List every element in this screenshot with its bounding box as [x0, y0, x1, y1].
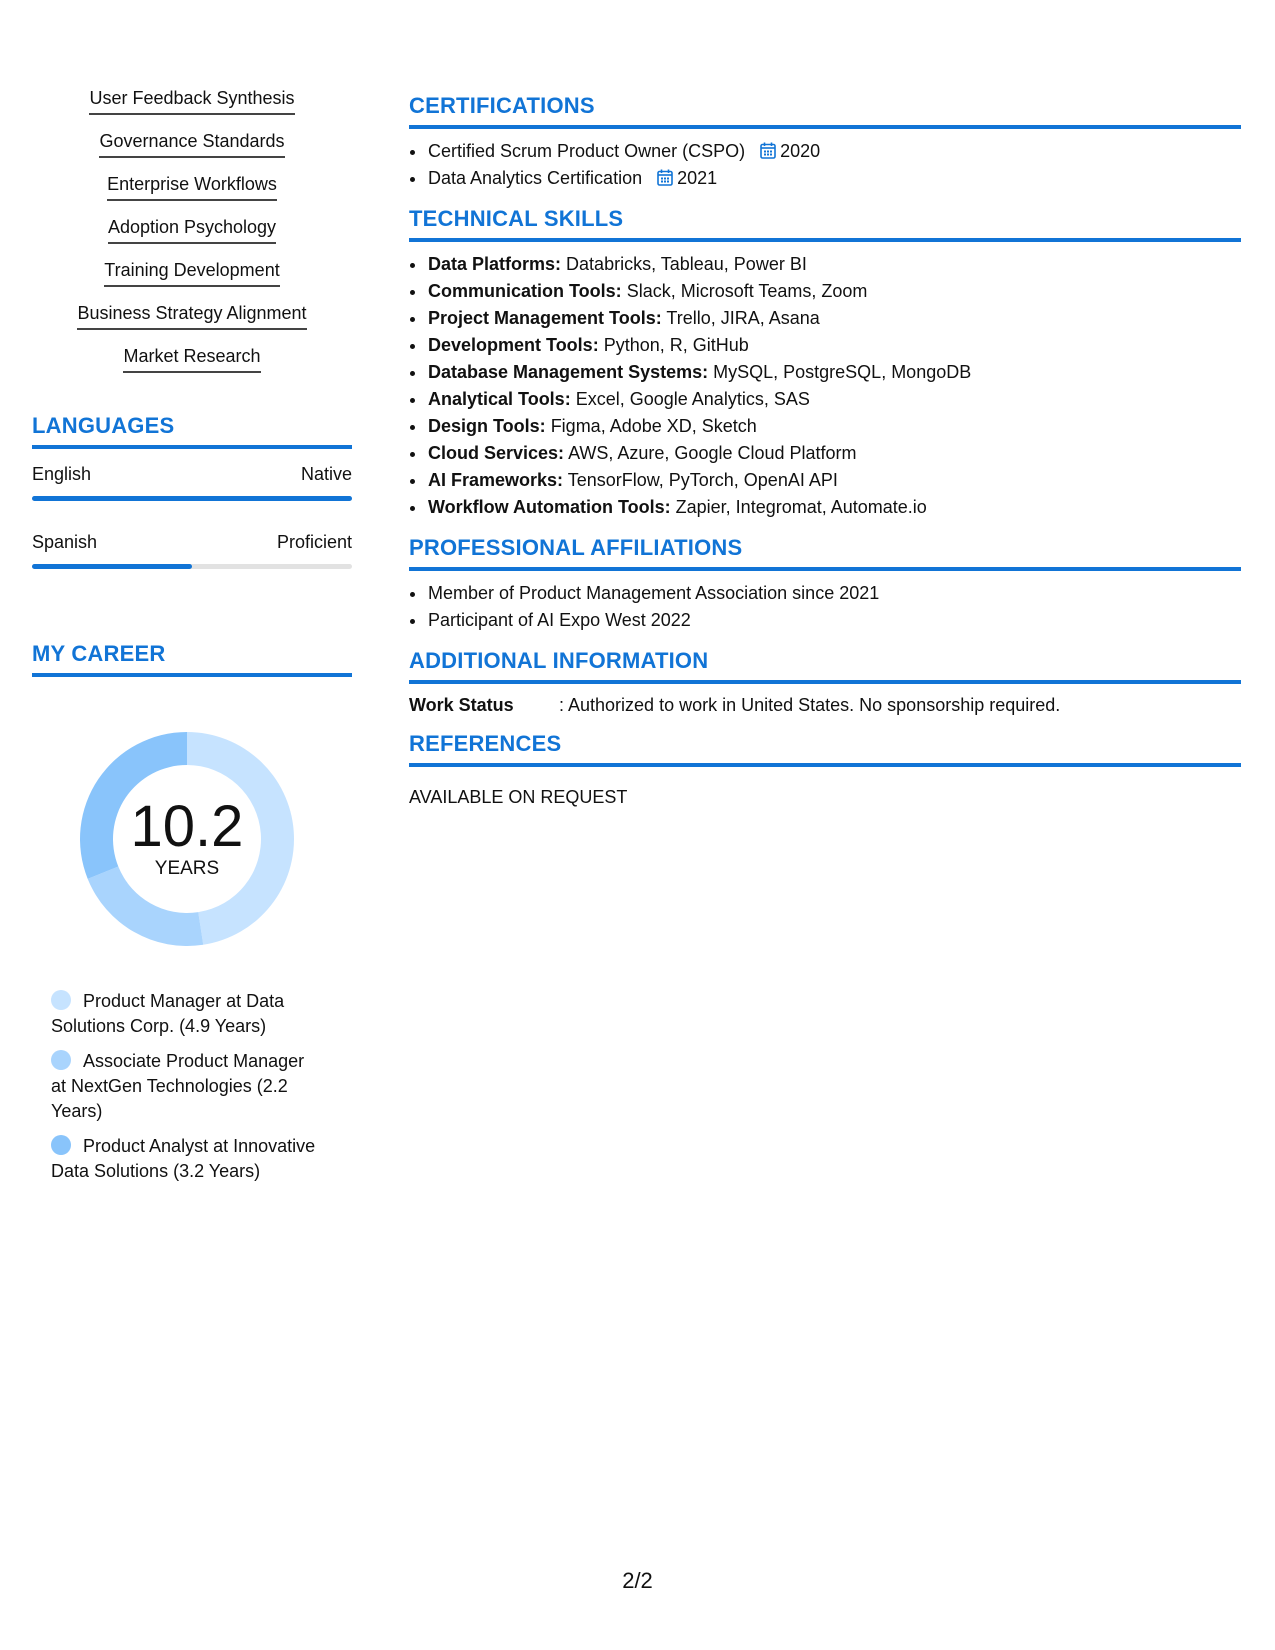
career-donut-chart [67, 719, 307, 959]
skill-item: Market Research [32, 344, 352, 373]
language-level: Proficient [276, 532, 352, 552]
language-proficiency-bar [32, 496, 352, 501]
technical-skill-item: • AI Frameworks: TensorFlow, PyTorch, OpenAI API [427, 467, 1241, 494]
skill-item: Enterprise Workflows [32, 172, 352, 201]
calendar-icon [760, 142, 776, 159]
additional-info-section [409, 648, 1241, 717]
references-title: REFERENCES [409, 731, 1241, 767]
references-text: AVAILABLE ON REQUEST [409, 787, 628, 807]
technical-skill-item: • Database Management Systems: MySQL, PostgreSQL, MongoDB [427, 359, 1241, 386]
certification-year: 2021 [677, 168, 718, 188]
technical-skills-title: TECHNICAL SKILLS [409, 206, 1241, 242]
technical-skill-item: • Design Tools: Figma, Adobe XD, Sketch [427, 413, 1241, 440]
language-proficiency-fill [32, 564, 192, 569]
legend-dot-icon [51, 990, 71, 1010]
affiliations-title: PROFESSIONAL AFFILIATIONS [409, 535, 1241, 571]
language-item [32, 463, 352, 501]
languages-section [32, 413, 352, 569]
career-title: MY CAREER [32, 641, 352, 677]
work-status-value: : Authorized to work in United States. No sponsorship required. [559, 695, 1061, 715]
work-status-label: Work Status [409, 695, 514, 715]
language-name: Spanish [32, 532, 98, 552]
calendar-icon [657, 169, 673, 186]
work-status-row [409, 693, 1241, 717]
skills-list [32, 86, 352, 373]
references-section [409, 731, 1241, 809]
affiliation-item: • Participant of AI Expo West 2022 [427, 607, 1241, 634]
career-legend-item: Product Manager at Data Solutions Corp. (4.9 Years) [51, 991, 285, 1036]
language-level: Native [300, 464, 352, 484]
skill-item: Business Strategy Alignment [32, 301, 352, 330]
language-proficiency-fill [32, 496, 352, 501]
career-legend-item: Associate Product Manager at NextGen Technologies (2.2 Years) [51, 1051, 305, 1121]
language-proficiency-bar [32, 564, 352, 569]
additional-info-title: ADDITIONAL INFORMATION [409, 648, 1241, 684]
language-item [32, 531, 352, 569]
technical-skill-item: • Data Platforms: Databricks, Tableau, Power BI [427, 251, 1241, 278]
page-number: 2/2 [622, 1568, 653, 1593]
certifications-section [409, 93, 1241, 192]
languages-title: LANGUAGES [32, 413, 352, 449]
skill-item: Governance Standards [32, 129, 352, 158]
technical-skill-item: • Workflow Automation Tools: Zapier, Integromat, Automate.io [427, 494, 1241, 521]
technical-skill-item: • Communication Tools: Slack, Microsoft Teams, Zoom [427, 278, 1241, 305]
certification-item: • Data Analytics Certification 2021 [427, 165, 1241, 192]
technical-skill-item: • Analytical Tools: Excel, Google Analytics, SAS [427, 386, 1241, 413]
affiliation-item: • Member of Product Management Association since 2021 [427, 580, 1241, 607]
career-total-years: 10.2 [130, 794, 244, 859]
main-column [409, 93, 1241, 823]
technical-skill-item: • Development Tools: Python, R, GitHub [427, 332, 1241, 359]
legend-dot-icon [51, 1135, 71, 1155]
certifications-title: CERTIFICATIONS [409, 93, 1241, 129]
certification-year: 2020 [780, 141, 821, 161]
technical-skills-section [409, 206, 1241, 521]
technical-skill-item: • Cloud Services: AWS, Azure, Google Cloud Platform [427, 440, 1241, 467]
affiliations-section [409, 535, 1241, 634]
certification-item: • Certified Scrum Product Owner (CSPO) 2020 [427, 138, 1241, 165]
skill-item: User Feedback Synthesis [32, 86, 352, 115]
sidebar [32, 86, 352, 1194]
career-legend [51, 989, 321, 1184]
technical-skill-item: • Project Management Tools: Trello, JIRA, Asana [427, 305, 1241, 332]
career-section [32, 641, 352, 1184]
career-legend-item: Product Analyst at Innovative Data Solutions (3.2 Years) [51, 1136, 316, 1181]
skill-item: Training Development [32, 258, 352, 287]
legend-dot-icon [51, 1050, 71, 1070]
language-name: English [32, 464, 92, 484]
career-years-unit: YEARS [154, 858, 220, 879]
skill-item: Adoption Psychology [32, 215, 352, 244]
